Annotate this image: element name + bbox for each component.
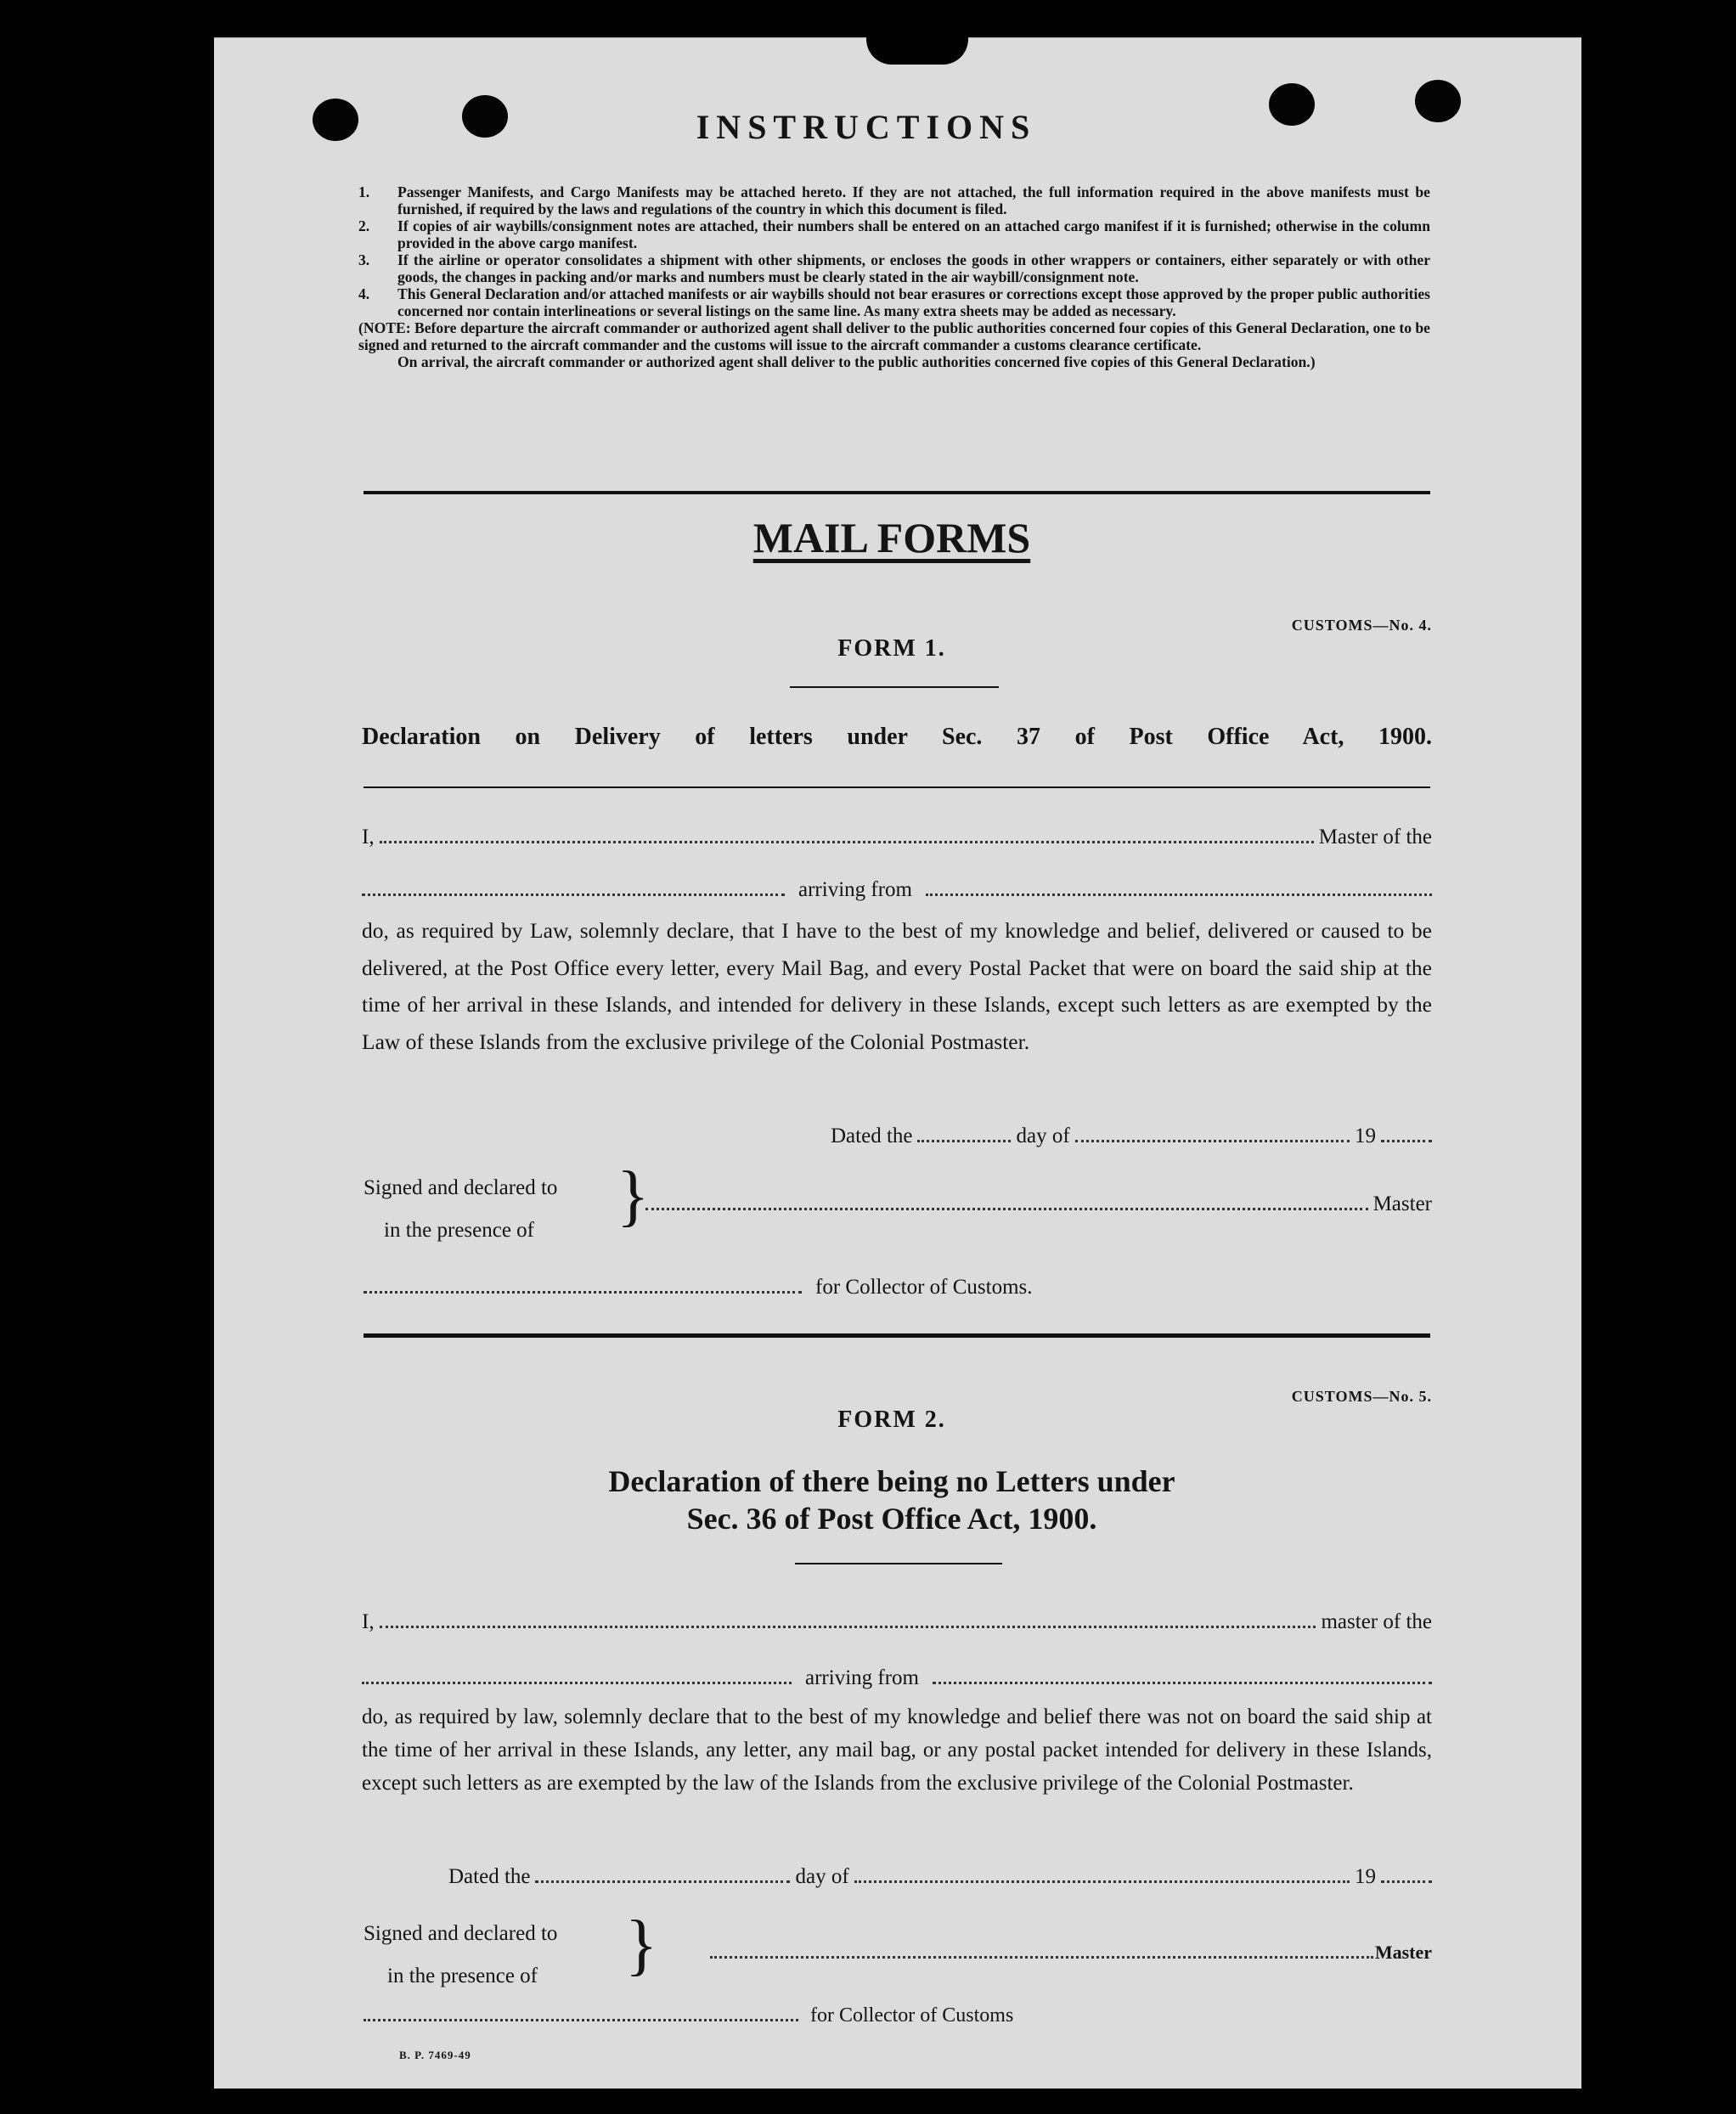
form2-customs-ref: CUSTOMS—No. 5. [1291, 1388, 1432, 1405]
printer-code: B. P. 7469-49 [399, 2049, 471, 2061]
instructions-note: (NOTE: Before departure the aircraft commander or authorized agent shall deliver to the public authorities concerned four copies of this General Declaration, one to be signed and returned to the aircraft commander and the customs will issue to the aircraft commander a customs clearance certificate. On arrival, the aircraft commander or authorized agent shall deliver to the public authorities concerned five copies of this General Declaration.) [358, 319, 1430, 370]
blank-field[interactable] [535, 1869, 790, 1883]
form1-master-line: I, Master of the [362, 826, 1432, 848]
form2-collector-line: for Collector of Customs [364, 2004, 1128, 2027]
blank-field[interactable] [854, 1869, 1350, 1883]
form1-collector-line: for Collector of Customs. [364, 1276, 1128, 1299]
mail-forms-title: MAIL FORMS [752, 514, 1031, 561]
blank-field[interactable] [917, 1128, 1011, 1142]
form1-master-sign-line: Master [645, 1192, 1432, 1216]
instructions-title: INSTRUCTIONS [696, 108, 1037, 146]
divider [364, 1333, 1430, 1338]
top-notch [866, 20, 968, 65]
list-item: 3. If the airline or operator consolidates a shipment with other shipments, or encloses the goods in other wrappers or containers, either separately or with other goods, the changes in packing and/or marks and numbers must be clearly stated in the air waybill/consignment note. [358, 251, 1430, 285]
form1-customs-ref: CUSTOMS—No. 4. [1291, 617, 1432, 634]
punch-hole [313, 99, 358, 141]
punch-hole [1415, 80, 1461, 122]
form2-body: do, as required by law, solemnly declare that to the best of my knowledge and belief there was not on board the said ship at the time of her arrival in these Islands, any letter, any mail bag, or any postal packet intended for delivery in these Islands, except such letters as are exempted by the law of the Islands from the exclusive privilege of the Colonial Postmaster. [362, 1705, 1432, 1795]
list-item: 4. This General Declaration and/or attached manifests or air waybills should not bear erasures or corrections except those approved by the proper public authorities concerned nor contain interlineations or several listings on the same line. As many extra sheets may be added as necessary. [358, 285, 1430, 319]
signature-field[interactable] [364, 2007, 798, 2021]
form2-dated-line: Dated the day of 19 [448, 1865, 1432, 1889]
divider [364, 491, 1430, 494]
list-item: 2. If copies of air waybills/consignment notes are attached, their numbers shall be entered on an attached cargo manifest if it is furnished; otherwise in the column provided in the above cargo manifest. [358, 217, 1430, 251]
form1-dated-line: Dated the day of 19 [831, 1125, 1432, 1148]
form2-arriving-line: arriving from [362, 1666, 1432, 1690]
blank-field[interactable] [926, 882, 1432, 896]
form1-label: FORM 1. [837, 635, 946, 662]
form1-declaration-title: Declaration on Delivery of letters under Sec. 37 of Post Office Act, 1900. [362, 724, 1432, 750]
form2-declaration-title: Declaration of there being no Letters under Sec. 36 of Post Office Act, 1900. [608, 1464, 1175, 1536]
form2-label: FORM 2. [837, 1407, 946, 1433]
divider [790, 686, 999, 688]
blank-field[interactable] [362, 882, 785, 896]
form2-signed-label: Signed and declared to in the presence of [364, 1922, 558, 1987]
blank-field[interactable] [1075, 1128, 1350, 1142]
signature-field[interactable] [710, 1944, 1373, 1959]
brace: } [617, 1158, 650, 1233]
list-item: 1. Passenger Manifests, and Cargo Manifests may be attached hereto. If they are not attached, the full information required in the above manifests must be furnished, if required by the laws and regulations of the country in which this document is filed. [358, 183, 1430, 217]
blank-field[interactable] [362, 1670, 792, 1684]
blank-field[interactable] [380, 829, 1314, 843]
form1-body: do, as required by Law, solemnly declare, that I have to the best of my knowledge and belief, delivered or caused to be delivered, at the Post Office every letter, every Mail Bag, and every Postal Packet that were on board the said ship at the time of her arrival in these Islands, and intended for delivery in these Islands, except such letters as are exempted by the Law of these Islands from the exclusive privilege of the Colonial Postmaster. [362, 918, 1432, 1054]
form1-arriving-line: arriving from [362, 878, 1432, 902]
instructions-list [358, 183, 1430, 370]
blank-field[interactable] [1381, 1869, 1432, 1883]
signature-field[interactable] [364, 1279, 802, 1294]
form2-master-line: I, master of the [362, 1610, 1432, 1633]
blank-field[interactable] [380, 1614, 1316, 1628]
signature-field[interactable] [645, 1196, 1368, 1210]
divider [364, 786, 1430, 788]
form1-signed-label: Signed and declared to in the presence of [364, 1176, 558, 1242]
brace: } [625, 1908, 658, 1982]
divider [795, 1563, 1002, 1564]
blank-field[interactable] [1381, 1128, 1432, 1142]
form2-master-sign-line: Master [710, 1942, 1432, 1964]
blank-field[interactable] [933, 1670, 1432, 1684]
